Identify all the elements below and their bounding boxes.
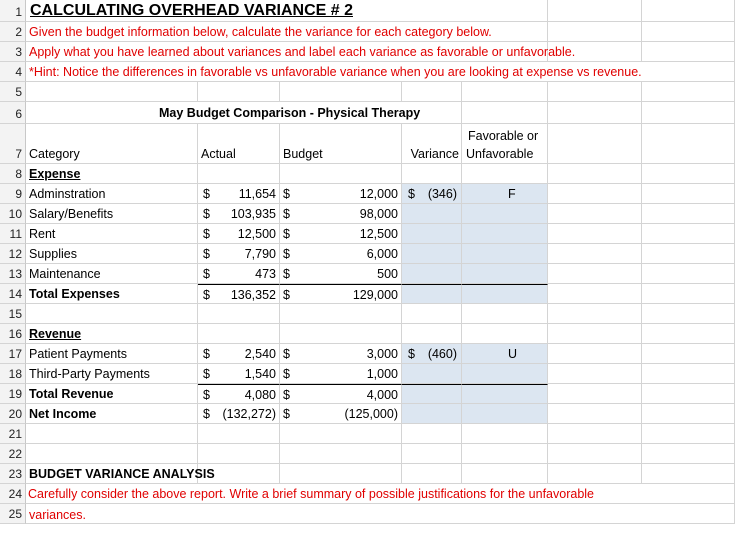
cell[interactable] — [280, 184, 402, 204]
cell-text: $ — [283, 347, 290, 361]
cell-text: 4,000 — [366, 388, 398, 402]
cell[interactable] — [198, 404, 280, 424]
cell[interactable] — [462, 224, 548, 244]
cell-text: 11 — [9, 227, 22, 241]
cell[interactable] — [642, 404, 735, 424]
cell-text: 3,000 — [366, 347, 398, 361]
cell-text: $ — [203, 227, 210, 241]
cell[interactable] — [642, 464, 735, 484]
cell[interactable] — [280, 284, 402, 304]
cell-text: 1,000 — [366, 367, 398, 381]
cell[interactable] — [548, 284, 642, 304]
sheet-row — [0, 224, 735, 244]
cell[interactable] — [280, 164, 402, 184]
cell-text: 6 — [15, 107, 22, 121]
cell[interactable] — [280, 404, 402, 424]
cell[interactable] — [280, 444, 402, 464]
cell[interactable] — [280, 304, 402, 324]
cell-text: Rent — [29, 227, 56, 241]
cell[interactable] — [26, 204, 198, 224]
cell-text: 7 — [15, 147, 22, 161]
sheet-row — [0, 424, 735, 444]
sheet-row — [0, 444, 735, 464]
cell[interactable] — [642, 284, 735, 304]
cell-text: $ — [283, 288, 290, 302]
cell[interactable] — [462, 384, 548, 404]
cell-text: 12 — [8, 247, 22, 261]
cell[interactable] — [548, 204, 642, 224]
row-number — [0, 444, 26, 464]
cell-text: 98,000 — [359, 207, 398, 221]
sheet-row — [0, 284, 735, 304]
cell[interactable] — [198, 464, 280, 484]
cell-text: $ — [283, 227, 290, 241]
cell[interactable] — [26, 42, 576, 62]
cell-text: Favorable or — [468, 129, 539, 143]
cell[interactable] — [402, 404, 462, 424]
cell[interactable] — [462, 344, 548, 364]
cell[interactable] — [280, 204, 402, 224]
row-number — [0, 184, 26, 204]
cell[interactable] — [280, 224, 402, 244]
sheet-row — [0, 384, 735, 404]
cell[interactable] — [548, 384, 642, 404]
cell[interactable] — [462, 164, 548, 184]
cell[interactable] — [402, 324, 462, 344]
cell-text: 10 — [8, 207, 22, 221]
cell-text: Maintenance — [29, 267, 101, 281]
cell[interactable] — [642, 42, 735, 62]
cell[interactable] — [462, 124, 548, 164]
cell-text: 7,790 — [244, 247, 276, 261]
cell-text: $ — [203, 407, 210, 421]
cell[interactable] — [198, 264, 280, 284]
cell[interactable] — [26, 62, 735, 82]
cell[interactable] — [548, 22, 642, 42]
cell[interactable] — [26, 184, 198, 204]
cell-text: Unfavorable — [466, 147, 534, 161]
cell[interactable] — [548, 324, 642, 344]
cell[interactable] — [462, 444, 548, 464]
row-number — [0, 424, 26, 444]
sheet-row — [0, 304, 735, 324]
cell-text: 4 — [15, 65, 22, 79]
cell-text: 8 — [15, 167, 22, 181]
cell-text: May Budget Comparison - Physical Therapy — [159, 106, 421, 120]
cell-text: Actual — [201, 147, 236, 161]
cell-text: 22 — [8, 447, 22, 461]
row-number — [0, 324, 26, 344]
cell-text: 136,352 — [230, 288, 276, 302]
row-number — [0, 22, 26, 42]
cell[interactable] — [26, 504, 735, 524]
cell-text: Supplies — [29, 247, 77, 261]
sheet-row — [0, 324, 735, 344]
cell-text: 16 — [8, 327, 22, 341]
cell-text: Budget — [283, 147, 323, 161]
cell[interactable] — [548, 264, 642, 284]
cell[interactable] — [402, 364, 462, 384]
cell-text: Net Income — [29, 407, 97, 421]
cell-text: Given the budget information below, calculate the variance for each category below. — [29, 25, 492, 39]
cell[interactable] — [198, 284, 280, 304]
cell[interactable] — [26, 284, 198, 304]
cell-text: 103,935 — [230, 207, 276, 221]
cell-text: Carefully consider the above report. Write a brief summary of possible justifications for the unfavorable — [28, 487, 595, 501]
cell[interactable] — [462, 264, 548, 284]
cell[interactable] — [26, 304, 198, 324]
row-number — [0, 224, 26, 244]
cell[interactable] — [26, 164, 198, 184]
cell-text: $ — [408, 187, 415, 201]
cell-text: Apply what you have learned about variances and label each variance as favorable or unfavorable. — [29, 45, 576, 59]
cell[interactable] — [280, 264, 402, 284]
cell-text: Salary/Benefits — [29, 207, 114, 221]
cell-text: BUDGET VARIANCE ANALYSIS — [29, 467, 215, 481]
row-number — [0, 404, 26, 424]
row-number — [0, 204, 26, 224]
sheet-row — [0, 344, 735, 364]
cell[interactable] — [402, 264, 462, 284]
cell-text: Expense — [29, 167, 81, 181]
cell[interactable] — [402, 444, 462, 464]
cell[interactable] — [26, 264, 198, 284]
cell[interactable] — [462, 204, 548, 224]
cell[interactable] — [402, 384, 462, 404]
cell[interactable] — [642, 22, 735, 42]
cell-text: 3 — [15, 45, 22, 59]
row-number — [0, 102, 26, 124]
sheet-row — [0, 184, 735, 204]
cell-text: Variance — [410, 147, 459, 161]
cell[interactable] — [548, 224, 642, 244]
cell[interactable] — [642, 102, 735, 124]
sheet-row — [0, 62, 735, 82]
cell[interactable] — [280, 424, 402, 444]
cell[interactable] — [642, 304, 735, 324]
cell[interactable] — [642, 244, 735, 264]
row-number — [0, 82, 26, 102]
cell[interactable] — [26, 444, 198, 464]
cell[interactable] — [198, 82, 280, 102]
cell[interactable] — [548, 102, 642, 124]
cell[interactable] — [642, 82, 735, 102]
cell[interactable] — [402, 304, 462, 324]
row-number — [0, 42, 26, 62]
cell-text: 24 — [8, 487, 22, 501]
cell-text: 23 — [8, 467, 22, 481]
cell-text: 12,500 — [237, 227, 276, 241]
row-number — [0, 384, 26, 404]
cell[interactable] — [548, 444, 642, 464]
cell[interactable] — [642, 164, 735, 184]
cell[interactable] — [548, 464, 642, 484]
cell[interactable] — [548, 304, 642, 324]
cell-text: 25 — [8, 507, 22, 521]
cell[interactable] — [642, 184, 735, 204]
cell[interactable] — [26, 364, 198, 384]
cell-text: 129,000 — [352, 288, 398, 302]
cell-text: $ — [283, 267, 290, 281]
cell-text: Third-Party Payments — [29, 367, 150, 381]
cell[interactable] — [402, 124, 462, 164]
cell-text: 13 — [8, 267, 22, 281]
cell[interactable] — [402, 164, 462, 184]
cell[interactable] — [642, 0, 735, 22]
cell-text: $ — [203, 247, 210, 261]
cell-text: 4,080 — [244, 388, 276, 402]
cell-text: 500 — [377, 267, 398, 281]
cell-text: Total Expenses — [29, 287, 120, 301]
cell[interactable] — [26, 82, 198, 102]
cell[interactable] — [280, 82, 402, 102]
cell-text: (460) — [427, 347, 457, 361]
cell-text: F — [508, 187, 516, 201]
cell[interactable] — [26, 384, 198, 404]
cell[interactable] — [26, 224, 198, 244]
cell[interactable] — [462, 304, 548, 324]
cell[interactable] — [26, 0, 548, 22]
cell[interactable] — [26, 424, 198, 444]
cell-text: $ — [283, 247, 290, 261]
sheet-row — [0, 484, 735, 504]
cell[interactable] — [642, 224, 735, 244]
cell[interactable] — [198, 424, 280, 444]
cell[interactable] — [198, 384, 280, 404]
cell-text: 11,654 — [238, 187, 276, 201]
cell-text: variances. — [29, 508, 86, 522]
row-number — [0, 124, 26, 164]
row-number — [0, 344, 26, 364]
sheet-row — [0, 264, 735, 284]
row-number — [0, 62, 26, 82]
cell[interactable] — [548, 424, 642, 444]
cell[interactable] — [26, 344, 198, 364]
sheet-row — [0, 22, 735, 42]
sheet-row — [0, 102, 735, 124]
sheet-row — [0, 464, 735, 484]
cell-text: 1,540 — [244, 367, 276, 381]
cell[interactable] — [402, 204, 462, 224]
cell[interactable] — [280, 244, 402, 264]
sheet-row — [0, 82, 735, 102]
cell-text: 6,000 — [366, 247, 398, 261]
cell[interactable] — [198, 364, 280, 384]
cell[interactable] — [198, 304, 280, 324]
cell[interactable] — [548, 164, 642, 184]
row-number — [0, 164, 26, 184]
cell[interactable] — [280, 364, 402, 384]
cell-text: $ — [203, 367, 210, 381]
cell[interactable] — [198, 164, 280, 184]
cell[interactable] — [26, 22, 548, 42]
cell-text: $ — [203, 288, 210, 302]
cell[interactable] — [642, 344, 735, 364]
cell[interactable] — [642, 204, 735, 224]
cell[interactable] — [548, 82, 642, 102]
cell[interactable] — [198, 224, 280, 244]
cell[interactable] — [548, 42, 642, 62]
row-number — [0, 504, 26, 524]
cell-text: (125,000) — [344, 407, 398, 421]
row-number — [0, 244, 26, 264]
cell-text: $ — [283, 407, 290, 421]
cell-text: $ — [283, 207, 290, 221]
cell[interactable] — [198, 124, 280, 164]
cell[interactable] — [462, 244, 548, 264]
cell[interactable] — [402, 224, 462, 244]
cell-text: 9 — [15, 187, 22, 201]
cell-text: CALCULATING OVERHEAD VARIANCE # 2 — [30, 2, 353, 19]
cell-text: 473 — [255, 267, 276, 281]
cell[interactable] — [280, 384, 402, 404]
cell-text: $ — [203, 187, 210, 201]
cell-text: (132,272) — [222, 407, 276, 421]
cell[interactable] — [402, 424, 462, 444]
cell[interactable] — [462, 404, 548, 424]
cell[interactable] — [462, 284, 548, 304]
sheet-row — [0, 204, 735, 224]
cell[interactable] — [548, 244, 642, 264]
row-number — [0, 0, 26, 22]
cell[interactable] — [26, 324, 198, 344]
cell[interactable] — [462, 184, 548, 204]
cell-text: 19 — [8, 387, 22, 401]
cell[interactable] — [280, 124, 402, 164]
cell[interactable] — [462, 324, 548, 344]
cell[interactable] — [26, 124, 198, 164]
cell-text: 12,000 — [359, 187, 398, 201]
row-number — [0, 264, 26, 284]
cell[interactable] — [402, 82, 462, 102]
cell-text: Adminstration — [29, 187, 106, 201]
cell[interactable] — [280, 324, 402, 344]
sheet-row — [0, 42, 735, 62]
cell[interactable] — [462, 364, 548, 384]
cell-text: 2 — [15, 25, 22, 39]
cell[interactable] — [26, 244, 198, 264]
cell[interactable] — [642, 324, 735, 344]
cell-text: 18 — [8, 367, 22, 381]
cell[interactable] — [26, 464, 215, 484]
row-number — [0, 484, 26, 504]
cell[interactable] — [462, 464, 548, 484]
cell[interactable] — [642, 364, 735, 384]
cell[interactable] — [548, 0, 642, 22]
cell[interactable] — [26, 102, 462, 124]
cell-text: $ — [203, 388, 210, 402]
cell-text: $ — [408, 347, 415, 361]
cell[interactable] — [198, 344, 280, 364]
cell[interactable] — [462, 82, 548, 102]
cell-text: 14 — [8, 287, 22, 301]
sheet-row — [0, 244, 735, 264]
cell[interactable] — [642, 444, 735, 464]
cell-text: 1 — [15, 5, 22, 19]
cell[interactable] — [198, 204, 280, 224]
cell[interactable] — [548, 124, 642, 164]
cell-text: 20 — [8, 407, 22, 421]
cell[interactable] — [280, 464, 402, 484]
cell-text: $ — [203, 347, 210, 361]
cell[interactable] — [548, 184, 642, 204]
cell-text: 15 — [8, 307, 22, 321]
cell-text: 5 — [15, 85, 22, 99]
row-number — [0, 284, 26, 304]
cell-text: Patient Payments — [29, 347, 127, 361]
cell[interactable] — [548, 364, 642, 384]
sheet-row — [0, 0, 735, 22]
cell-text: $ — [283, 388, 290, 402]
sheet-row — [0, 504, 735, 524]
cell[interactable] — [198, 444, 280, 464]
cell[interactable] — [642, 424, 735, 444]
cell-text: Total Revenue — [29, 387, 114, 401]
cell[interactable] — [402, 184, 462, 204]
cell-text: 2,540 — [244, 347, 276, 361]
cell[interactable] — [280, 344, 402, 364]
cell[interactable] — [402, 244, 462, 264]
cell-text: 17 — [8, 347, 22, 361]
cell[interactable] — [26, 484, 735, 504]
cell-text: $ — [283, 187, 290, 201]
cell-text: U — [508, 347, 518, 361]
cell[interactable] — [402, 284, 462, 304]
cell-text: $ — [203, 267, 210, 281]
cell-text: *Hint: Notice the differences in favorable vs unfavorable variance when you are looking at expense vs revenue. — [29, 65, 642, 79]
cell-text: 12,500 — [359, 227, 398, 241]
sheet-row — [0, 164, 735, 184]
row-number — [0, 364, 26, 384]
cell-text: 21 — [8, 427, 22, 441]
cell[interactable] — [462, 424, 548, 444]
sheet-row — [0, 404, 735, 424]
cell[interactable] — [642, 124, 735, 164]
cell[interactable] — [198, 244, 280, 264]
cell-text: $ — [203, 207, 210, 221]
sheet-row — [0, 364, 735, 384]
cell[interactable] — [548, 344, 642, 364]
cell-text: Revenue — [29, 327, 82, 341]
cell[interactable] — [198, 324, 280, 344]
cell[interactable] — [642, 264, 735, 284]
sheet-row — [0, 124, 735, 164]
cell[interactable] — [642, 384, 735, 404]
row-number — [0, 304, 26, 324]
cell[interactable] — [548, 404, 642, 424]
cell-text: Category — [29, 147, 80, 161]
cell[interactable] — [402, 464, 462, 484]
cell[interactable] — [462, 102, 548, 124]
cell[interactable] — [198, 184, 280, 204]
cell[interactable] — [26, 404, 198, 424]
cell-text: $ — [283, 367, 290, 381]
cell[interactable] — [402, 344, 462, 364]
cell-text: (346) — [427, 187, 457, 201]
row-number — [0, 464, 26, 484]
